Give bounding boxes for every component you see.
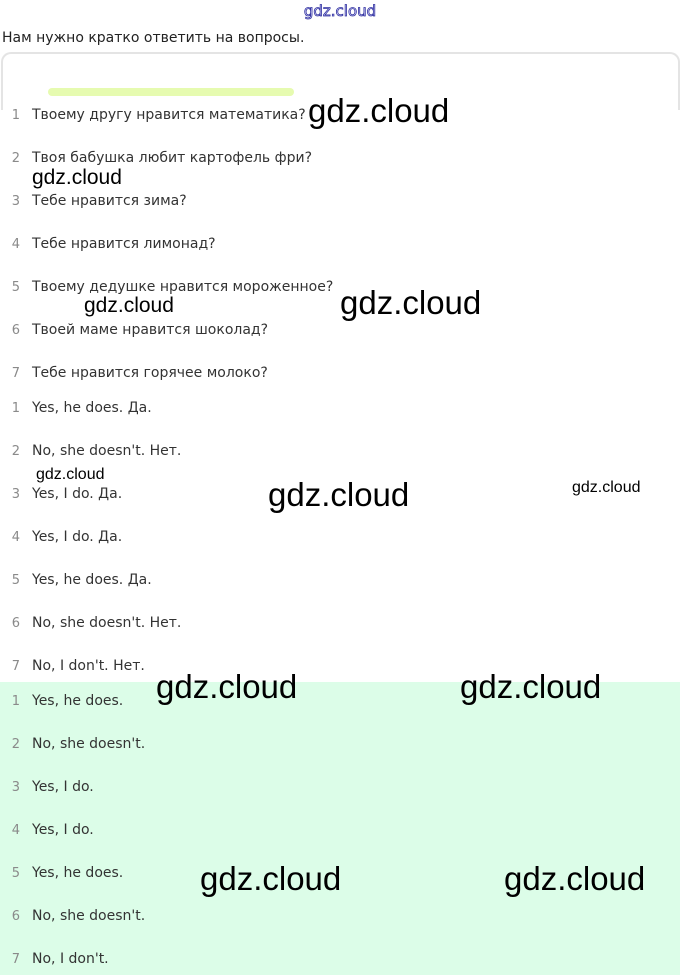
- answer-number: 2: [11, 736, 20, 752]
- watermark: gdz.cloud: [308, 92, 450, 129]
- answer-number: 3: [11, 779, 20, 795]
- answer-text: Yes, he does.: [32, 865, 124, 881]
- translation-row: [0, 397, 152, 419]
- watermark: gdz.cloud: [268, 476, 410, 513]
- intro-text: Нам нужно кратко ответить на вопросы.: [2, 30, 305, 46]
- question-number: 7: [11, 365, 20, 381]
- translation-text: No, she doesn't. Нет.: [32, 443, 182, 459]
- translation-number: 5: [11, 572, 20, 588]
- watermark: gdz.cloud: [200, 860, 342, 897]
- answer-text: Yes, I do.: [32, 779, 94, 795]
- question-number: 5: [11, 279, 20, 295]
- question-row: [0, 362, 268, 384]
- translation-number: 6: [11, 615, 20, 631]
- translation-text: Yes, I do. Да.: [32, 486, 123, 502]
- question-number: 1: [11, 107, 20, 123]
- watermark: gdz.cloud: [504, 860, 646, 897]
- question-number: 2: [11, 150, 20, 166]
- question-text: Тебе нравится зима?: [32, 193, 187, 209]
- answer-row: [0, 819, 94, 841]
- question-text: Твоему другу нравится математика?: [32, 107, 306, 123]
- question-text: Тебе нравится лимонад?: [32, 236, 216, 252]
- translation-text: Yes, I do. Да.: [32, 529, 123, 545]
- watermark: gdz.cloud: [572, 479, 641, 496]
- translation-text: No, I don't. Нет.: [32, 658, 145, 674]
- question-row: [0, 190, 187, 212]
- answer-number: 4: [11, 822, 20, 838]
- answer-text: Yes, he does.: [32, 693, 124, 709]
- question-number: 6: [11, 322, 20, 338]
- answer-row: [0, 776, 94, 798]
- answer-text: No, she doesn't.: [32, 736, 146, 752]
- translation-number: 4: [11, 529, 20, 545]
- highlight-bar: [48, 88, 294, 96]
- answer-row: [0, 862, 123, 884]
- translation-row: [0, 569, 152, 591]
- translation-number: 2: [11, 443, 20, 459]
- answer-row: [0, 733, 145, 755]
- answer-text: No, she doesn't.: [32, 908, 146, 924]
- answers-section: [0, 682, 680, 975]
- question-text: Твоему дедушке нравится мороженное?: [32, 279, 334, 295]
- watermark: gdz.cloud: [36, 466, 105, 483]
- translation-number: 7: [11, 658, 20, 674]
- question-text: Тебе нравится горячее молоко?: [32, 365, 268, 381]
- watermark: gdz.cloud: [84, 294, 174, 317]
- translation-row: [0, 655, 145, 677]
- answer-number: 6: [11, 908, 20, 924]
- question-row: [0, 319, 268, 341]
- answer-text: No, I don't.: [32, 951, 109, 967]
- watermark: gdz.cloud: [156, 668, 298, 705]
- translation-text: Yes, he does. Да.: [32, 400, 152, 416]
- translation-row: [0, 440, 181, 462]
- translation-text: No, she doesn't. Нет.: [32, 615, 182, 631]
- translation-row: [0, 612, 181, 634]
- question-text: Твоей маме нравится шоколад?: [32, 322, 269, 338]
- answer-number: 7: [11, 951, 20, 967]
- answer-row: [0, 690, 123, 712]
- site-logo[interactable]: gdz.cloud: [303, 2, 377, 20]
- answer-row: [0, 905, 145, 927]
- answer-text: Yes, I do.: [32, 822, 94, 838]
- answer-number: 1: [11, 693, 20, 709]
- question-number: 4: [11, 236, 20, 252]
- answer-number: 5: [11, 865, 20, 881]
- watermark: gdz.cloud: [340, 284, 482, 321]
- translation-row: [0, 483, 122, 505]
- translation-number: 3: [11, 486, 20, 502]
- watermark: gdz.cloud: [32, 166, 122, 189]
- translation-number: 1: [11, 400, 20, 416]
- question-text: Твоя бабушка любит картофель фри?: [32, 150, 312, 166]
- question-row: [0, 233, 216, 255]
- question-row: [0, 104, 306, 126]
- question-number: 3: [11, 193, 20, 209]
- answer-row: [0, 948, 109, 970]
- translation-row: [0, 526, 122, 548]
- translation-text: Yes, he does. Да.: [32, 572, 152, 588]
- watermark: gdz.cloud: [460, 668, 602, 705]
